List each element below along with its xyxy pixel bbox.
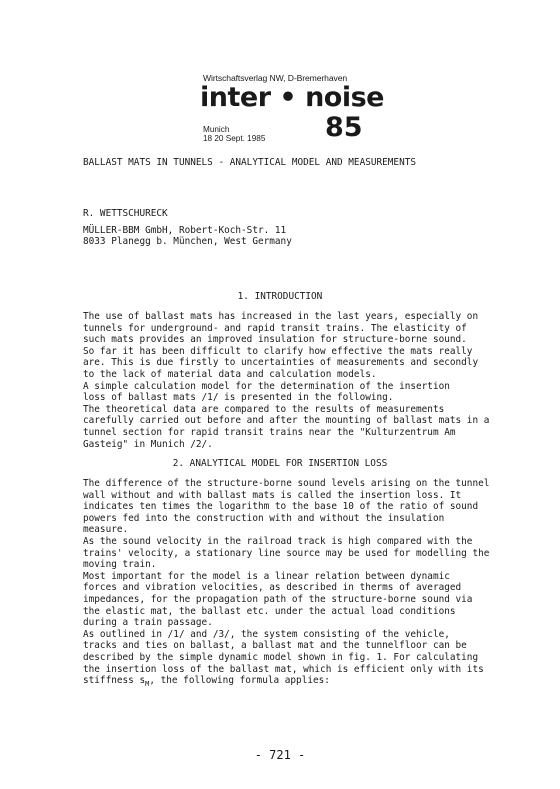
subscript: M: [145, 679, 150, 688]
text-line: tracks and ties on ballast, a ballast mat and the tunnelfloor can be: [83, 640, 467, 652]
conference-city: Munich: [203, 125, 230, 134]
text-line: the elastic mat, the ballast etc. under the actual load conditions: [83, 605, 456, 617]
affiliation-line: 8033 Planegg b. München, West Germany: [83, 236, 292, 247]
paper-title: BALLAST MATS IN TUNNELS - ANALYTICAL MODEL AND MEASUREMENTS: [83, 157, 417, 168]
text-line: The theoretical data are compared to the results of measurements: [83, 403, 445, 415]
text-line: powers fed into the construction with and without the insulation: [83, 512, 445, 524]
text-line: wall without and with ballast mats is called the insertion loss. It: [83, 489, 462, 501]
text-line: loss of ballast mats /1/ is presented in the following.: [83, 392, 394, 404]
text-line: The use of ballast mats has increased in the last years, especially on: [83, 311, 479, 322]
conference-logo: inter • noise: [200, 82, 384, 113]
text-line: Gasteig" in Munich /2/.: [83, 438, 213, 450]
publisher-line: Wirtschaftsverlag NW, D-Bremerhaven: [203, 73, 348, 83]
text-line: indicates ten times the logarithm to the base 10 of the ratio of sound: [83, 501, 479, 513]
text-line: Most important for the model is a linear relation between dynamic: [83, 570, 450, 582]
text-line: such mats provides an improved insulation for structure-borne sound.: [83, 334, 467, 346]
text-fragment: stiffness s: [83, 675, 146, 687]
text-line: As the sound velocity in the railroad track is high compared with the: [83, 535, 473, 547]
section-body-analytical-model: [83, 478, 489, 687]
text-line: tunnels for underground- and rapid transit trains. The elasticity of: [83, 322, 467, 334]
text-line: the insertion loss of the ballast mat, which is efficient only with its: [83, 663, 484, 675]
text-line: described by the simple dynamic model shown in fig. 1. For calculating: [83, 651, 479, 663]
text-line: impedances, for the propagation path of the structure-borne sound via: [83, 593, 473, 605]
text-line: So far it has been difficult to clarify how effective the mats really: [83, 345, 473, 357]
text-line: to the lack of material data and calculation models.: [83, 368, 377, 380]
section-heading-introduction: 1. INTRODUCTION: [237, 291, 323, 302]
text-line: A simple calculation model for the determination of the insertion: [83, 380, 450, 392]
text-line: measure.: [83, 524, 129, 536]
text-line: trains' velocity, a stationary line source may be used for modelling the: [83, 547, 490, 559]
text-line: The difference of the structure-borne sound levels arising on the tunnel: [83, 478, 490, 489]
text-line: moving train.: [83, 559, 157, 571]
text-line: [83, 675, 489, 687]
text-line: forces and vibration velocities, as described in therms of averaged: [83, 582, 462, 594]
page-number: - 721 -: [254, 748, 306, 762]
text-line: carefully carried out before and after the mounting of ballast mats in a: [83, 415, 490, 427]
text-line: As outlined in /1/ and /3/, the system consisting of the vehicle,: [83, 628, 450, 640]
text-line: tunnel section for rapid transit trains near the "Kulturzentrum Am: [83, 426, 456, 438]
section-heading-analytical-model: 2. ANALYTICAL MODEL FOR INSERTION LOSS: [172, 458, 388, 469]
conference-dates: 18 20 Sept. 1985: [203, 134, 266, 143]
text-line: during a train passage.: [83, 617, 213, 629]
section-body-introduction: [83, 311, 489, 450]
text-fragment: , the following formula applies:: [149, 675, 330, 687]
author-name: R. WETTSCHURECK: [83, 208, 168, 219]
affiliation-line: MÜLLER-BBM GmbH, Robert-Koch-Str. 11: [83, 225, 287, 236]
text-line: are. This is due firstly to uncertainties of measurements and secondly: [83, 357, 479, 369]
conference-year: 85: [325, 112, 363, 143]
